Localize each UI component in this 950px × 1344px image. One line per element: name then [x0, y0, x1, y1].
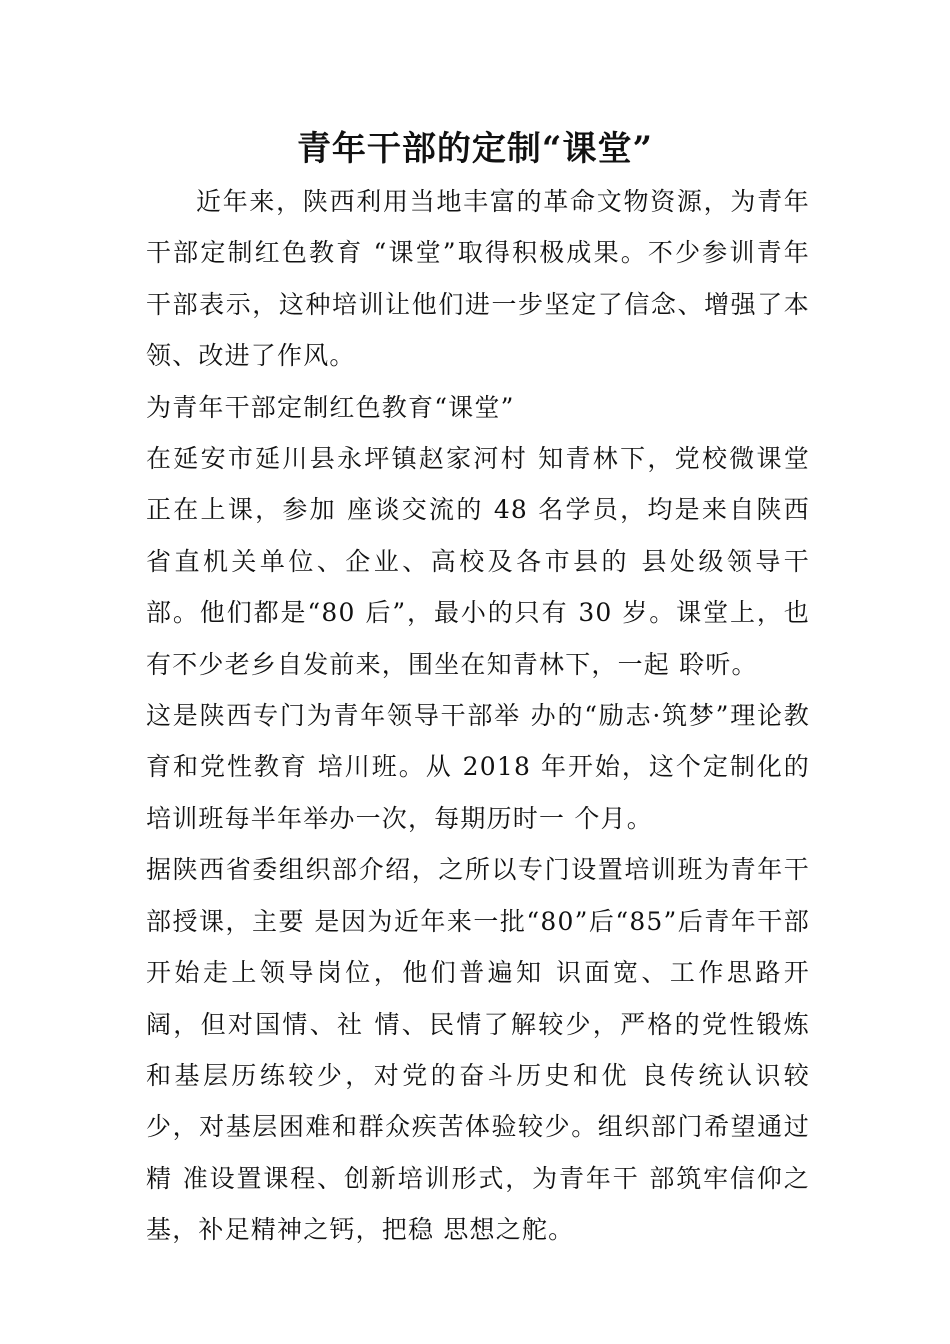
body-paragraph: 在延安市延川县永坪镇赵家河村 知青林下，党校微课堂正在上课，参加 座谈交流的 48 名学员，均是来自陕西 省直机关单位、企业、高校及各市县的 县处级领导干部。他们都是“80 后”，最小的只有 30 岁。课堂上，也有不少老乡自发前来，围坐在知青林下，一起 聆听。: [146, 444, 810, 679]
body-paragraph: 据陕西省委组织部介绍，之所以专门设置培训班为青年干部授课，主要 是因为近年来一批“80”后“85”后青年干部开始走上领导岗位，他们普遍知 识面宽、工作思路开阔，但对国情、社 情、民情了解较少，严格的党性锻炼和基层历练较少，对党的奋斗历史和优 良传统认识较少，对基层困难和群众疾苦体验较少。组织部门希望通过精 准设置课程、创新培训形式，为青年干 部筑牢信仰之基，补足精神之钙，把稳 思想之舵。: [146, 855, 810, 1245]
document-title: 青年干部的定制“课堂”: [296, 129, 654, 169]
body-paragraph: 这是陕西专门为青年领导干部举 办的“励志·筑梦”理论教育和党性教育 培川班。从 2018 年开始，这个定制化的培训班每半年举办一次，每期历时一 个月。: [146, 701, 810, 833]
intro-paragraph: 近年来，陕西利用当地丰富的革命文物资源，为青年干部定制红色教育 “课堂”取得积极成果。不少参训青年干部表示，这种培训让他们进一步坚定了信念、增强了本领、改进了作风。: [146, 187, 810, 371]
document-body: [146, 176, 810, 1256]
section-heading: 为青年干部定制红色教育“课堂”: [146, 392, 515, 422]
